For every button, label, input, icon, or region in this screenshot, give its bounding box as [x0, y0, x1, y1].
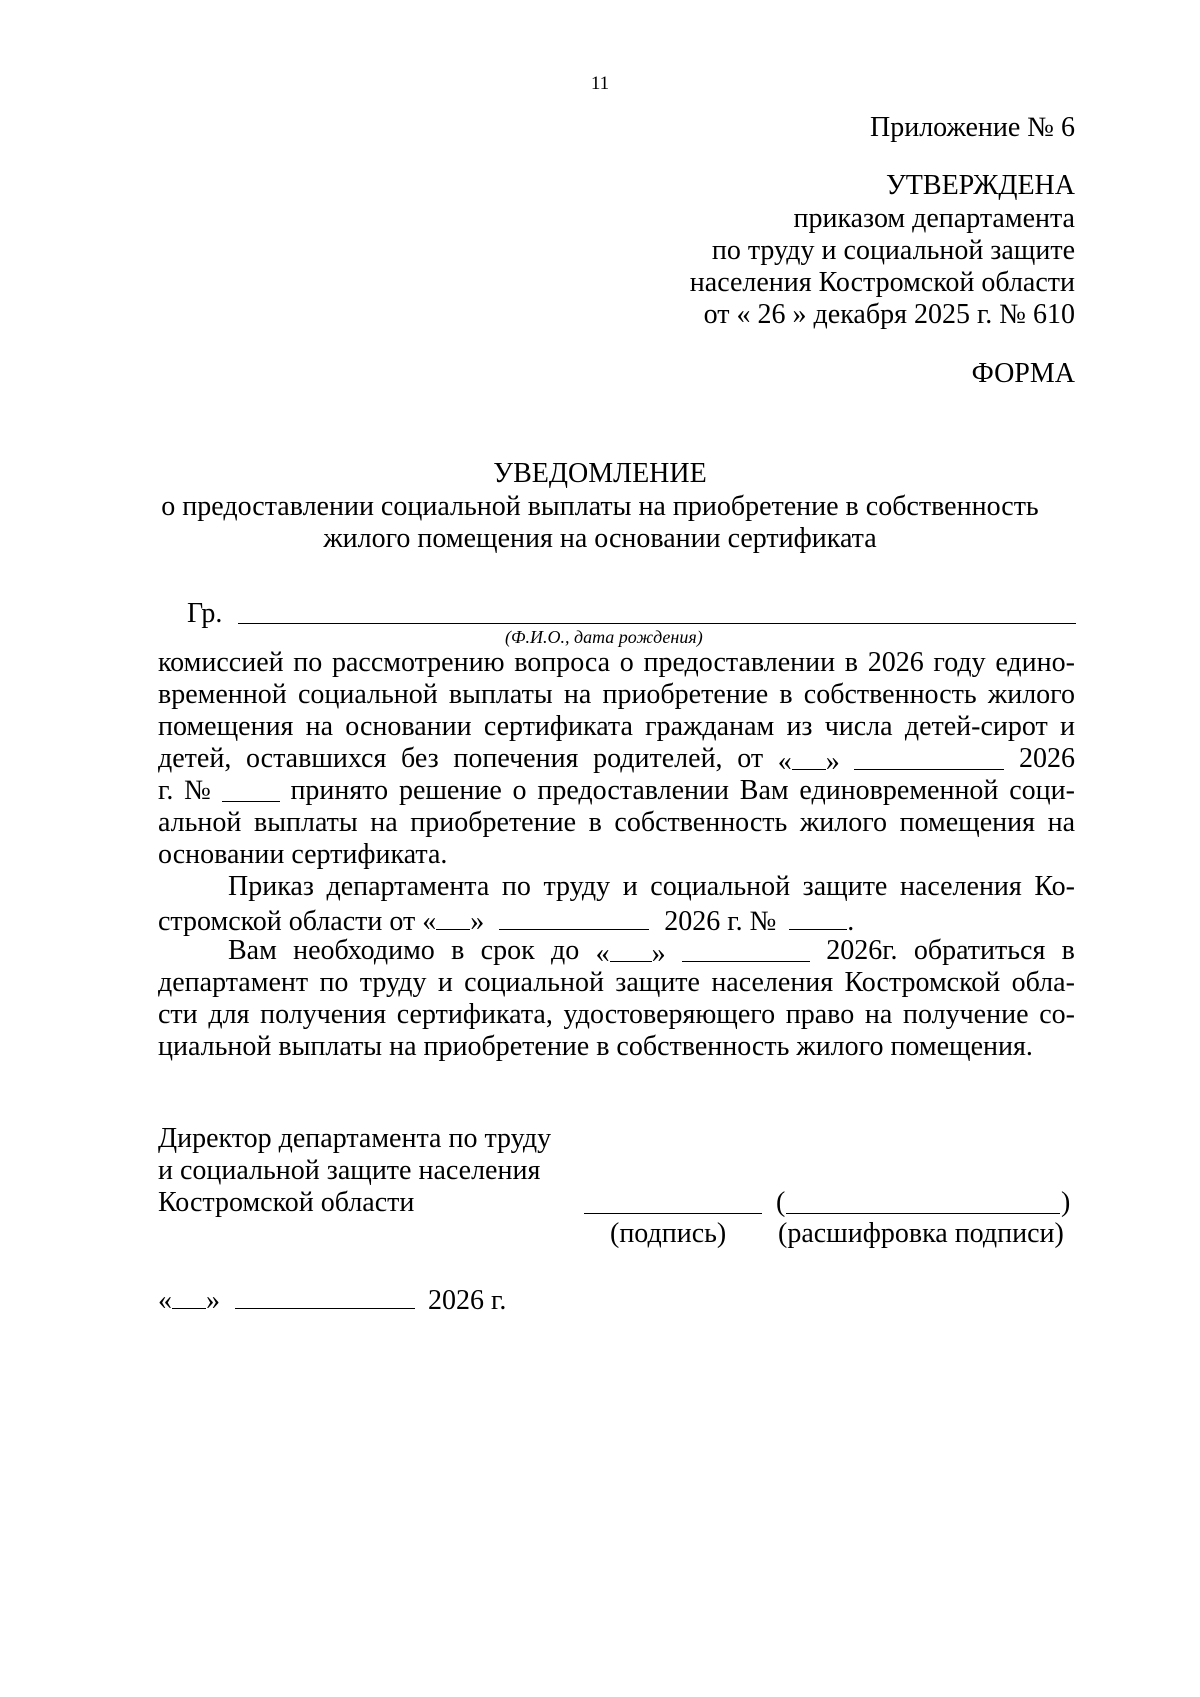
- deadline-day-blank[interactable]: [610, 935, 652, 962]
- signatory-line-1: Директор департамента по труду: [158, 1123, 552, 1154]
- sign-day-blank[interactable]: [172, 1282, 206, 1309]
- order-line-4: от « 26 » декабря 2025 г. № 610: [703, 299, 1075, 330]
- p3-line-4: циальной выплаты на приобретение в собственность жилого помещения.: [158, 1031, 1033, 1062]
- date-line: « » 2026 г.: [158, 1282, 506, 1317]
- month-blank[interactable]: [854, 743, 1004, 770]
- signatory-line-2: и социальной защите населения: [158, 1155, 541, 1186]
- appendix-label: Приложение № 6: [870, 112, 1075, 143]
- p1-line-2: временной социальной выплаты на приобретение в собственность жилого: [158, 679, 1075, 710]
- p1-line-4: детей, оставшихся без попечения родителей, от « » 2026: [158, 743, 1075, 777]
- p1-line-7: основании сертификата.: [158, 839, 448, 870]
- p2-line-1: Приказ департамента по труду и социальной защите населения Ко-: [228, 871, 1075, 902]
- sign-month-blank[interactable]: [235, 1282, 415, 1309]
- p3-line-1: Вам необходимо в срок до « » 2026г. обратиться в: [228, 935, 1075, 969]
- signature-caption: (подпись): [610, 1218, 727, 1249]
- decoding-caption: (расшифровка подписи): [778, 1218, 1064, 1249]
- signatory-line-3: Костромской области: [158, 1187, 415, 1218]
- open-paren: (: [776, 1187, 786, 1218]
- order-line-3: населения Костромской области: [689, 267, 1075, 298]
- document-subtitle-line-1: о предоставлении социальной выплаты на приобретение в собственность: [161, 491, 1039, 522]
- p3-line-2: департамент по труду и социальной защите населения Костромской обла-: [158, 967, 1075, 998]
- order-month-blank[interactable]: [499, 903, 649, 930]
- close-paren: ): [1061, 1187, 1071, 1218]
- day-blank[interactable]: [792, 743, 826, 770]
- p1-line-5: г. № принято решение о предоставлении Вам единовременной соци-: [158, 775, 1075, 806]
- signature-decoding-field[interactable]: [786, 1213, 1060, 1214]
- p2-line-2: стромской области от « » 2026 г. № .: [158, 903, 854, 938]
- document-subtitle-line-2: жилого помещения на основании сертификата: [323, 523, 877, 554]
- deadline-month-blank[interactable]: [682, 935, 810, 962]
- order-number-blank[interactable]: [789, 903, 847, 930]
- recipient-name-field[interactable]: [238, 623, 1076, 624]
- document-title: УВЕДОМЛЕНИЕ: [493, 458, 707, 489]
- approved-label: УТВЕРЖДЕНА: [885, 170, 1075, 201]
- p1-line-1: комиссией по рассмотрению вопроса о предоставлении в 2026 году едино-: [158, 647, 1075, 678]
- signature-field[interactable]: [584, 1213, 762, 1214]
- order-day-blank[interactable]: [436, 903, 470, 930]
- page-number: 11: [590, 73, 610, 94]
- recipient-caption: (Ф.И.О., дата рождения): [505, 627, 703, 647]
- recipient-prefix: Гр.: [187, 598, 223, 629]
- p1-line-6: альной выплаты на приобретение в собственность жилого помещения на: [158, 807, 1075, 838]
- order-line-1: приказом департамента: [793, 203, 1075, 234]
- p1-line-3: помещения на основании сертификата гражданам из числа детей-сирот и: [158, 711, 1075, 742]
- decision-number-blank[interactable]: [222, 775, 280, 802]
- p3-line-3: сти для получения сертификата, удостоверяющего право на получение со-: [158, 999, 1075, 1030]
- form-label: ФОРМА: [971, 358, 1075, 389]
- order-line-2: по труду и социальной защите: [711, 235, 1075, 266]
